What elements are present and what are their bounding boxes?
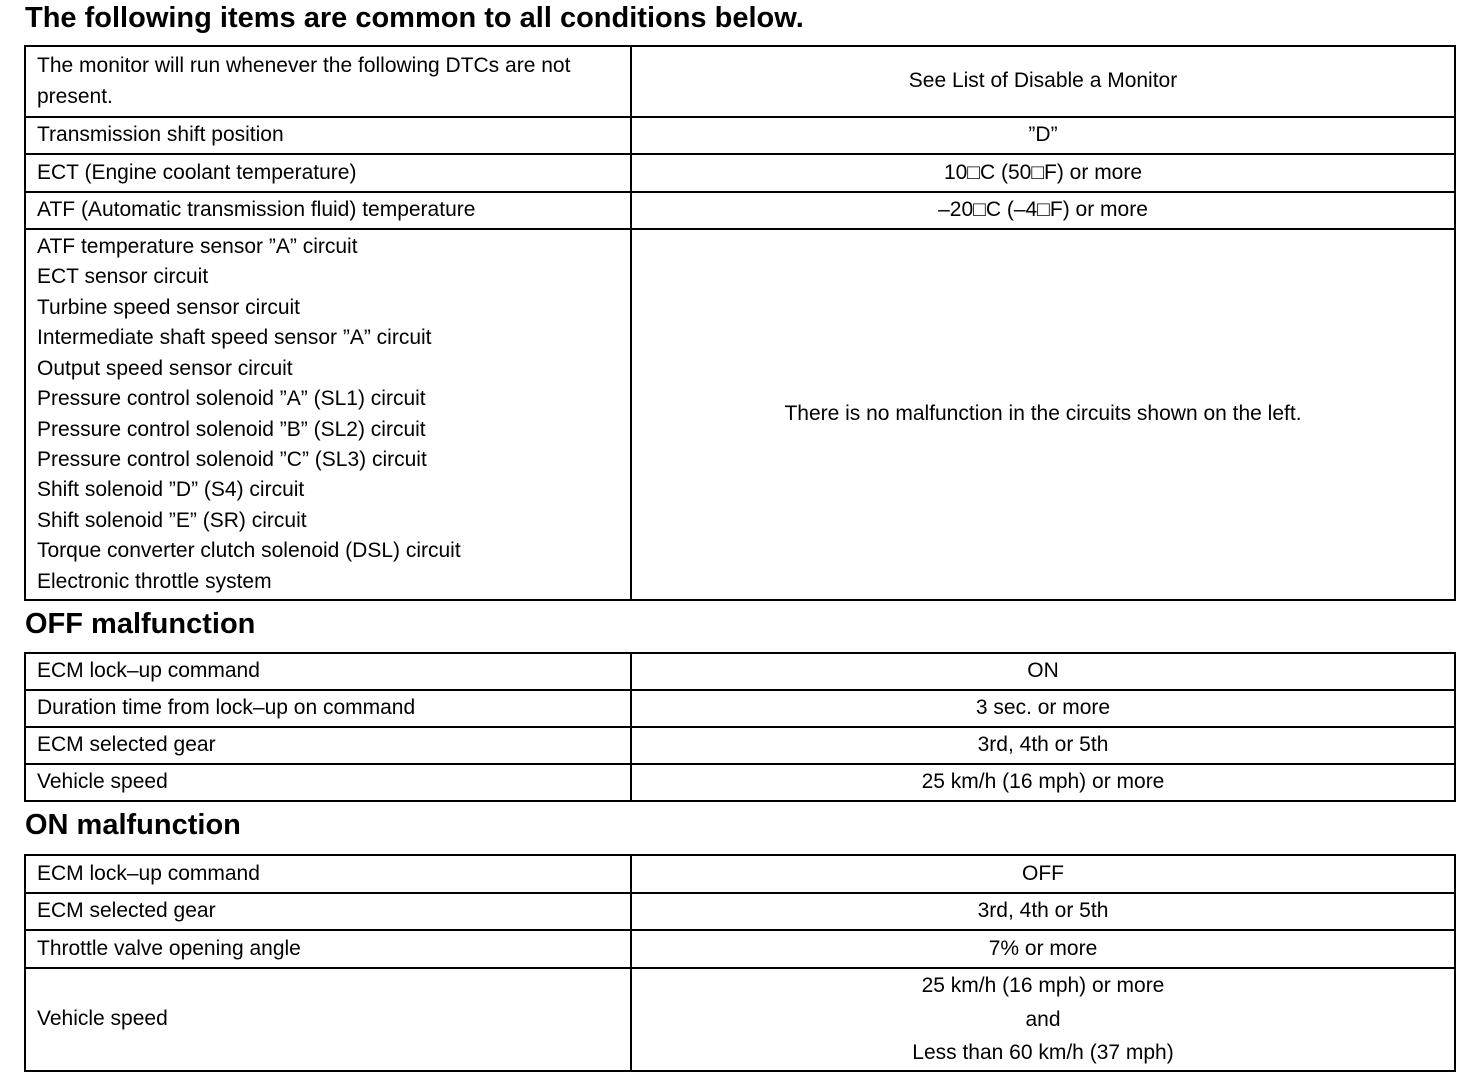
condition-value: See List of Disable a Monitor — [631, 46, 1455, 117]
table-row — [25, 229, 1455, 600]
list-item: ECT sensor circuit — [37, 265, 209, 289]
table-row — [25, 192, 1455, 229]
table-row — [25, 968, 1455, 1071]
condition-value: 10□C (50□F) or more — [631, 154, 1455, 192]
on-malfunction-heading: ON malfunction — [25, 809, 241, 841]
list-item: Torque converter clutch solenoid (DSL) circuit — [37, 539, 461, 563]
condition-label: The monitor will run whenever the following DTCs are not present. — [25, 46, 631, 117]
table-row — [25, 893, 1455, 930]
list-item: Shift solenoid ”E” (SR) circuit — [37, 508, 307, 532]
list-item: Turbine speed sensor circuit — [37, 295, 301, 319]
common-conditions-table — [24, 45, 1456, 601]
list-item: Electronic throttle system — [37, 569, 272, 593]
table-row — [25, 727, 1455, 764]
value-line: 25 km/h (16 mph) or more — [921, 974, 1165, 997]
list-item: Pressure control solenoid ”C” (SL3) circuit — [37, 447, 427, 471]
list-item: Pressure control solenoid ”A” (SL1) circuit — [37, 387, 426, 411]
condition-label: Vehicle speed — [25, 968, 631, 1071]
on-malfunction-table — [24, 854, 1456, 1072]
table-row — [25, 690, 1455, 727]
table-row — [25, 855, 1455, 893]
condition-label: ATF (Automatic transmission fluid) temperature — [25, 192, 631, 229]
condition-value: –20□C (–4□F) or more — [631, 192, 1455, 229]
condition-label: Throttle valve opening angle — [25, 930, 631, 968]
list-item: ATF temperature sensor ”A” circuit — [37, 235, 358, 259]
off-malfunction-table — [24, 652, 1456, 802]
table-row — [25, 653, 1455, 690]
value-line: and — [1025, 1007, 1061, 1031]
value-line: Less than 60 km/h (37 mph) — [912, 1041, 1174, 1064]
condition-label: Vehicle speed — [25, 764, 631, 801]
list-item: Shift solenoid ”D” (S4) circuit — [37, 478, 305, 502]
condition-value: ON — [631, 653, 1455, 690]
condition-value: 3rd, 4th or 5th — [631, 893, 1455, 930]
circuit-status-value: There is no malfunction in the circuits shown on the left. — [631, 229, 1455, 600]
circuit-list — [25, 229, 631, 600]
condition-label: Transmission shift position — [25, 117, 631, 154]
table-row — [25, 46, 1455, 117]
condition-label: ECM selected gear — [25, 893, 631, 930]
condition-label: Duration time from lock–up on command — [25, 690, 631, 727]
table-row — [25, 154, 1455, 192]
list-item: Pressure control solenoid ”B” (SL2) circuit — [37, 417, 426, 441]
condition-label: ECT (Engine coolant temperature) — [25, 154, 631, 192]
common-conditions-heading: The following items are common to all conditions below. — [25, 2, 804, 34]
condition-value: ”D” — [631, 117, 1455, 154]
condition-value: 3rd, 4th or 5th — [631, 727, 1455, 764]
condition-label: ECM lock–up command — [25, 855, 631, 893]
condition-value: 7% or more — [631, 930, 1455, 968]
condition-label: ECM selected gear — [25, 727, 631, 764]
table-row — [25, 930, 1455, 968]
vehicle-speed-value — [631, 968, 1455, 1071]
condition-value: 25 km/h (16 mph) or more — [631, 764, 1455, 801]
off-malfunction-heading: OFF malfunction — [25, 608, 256, 640]
condition-label: ECM lock–up command — [25, 653, 631, 690]
condition-value: 3 sec. or more — [631, 690, 1455, 727]
table-row — [25, 764, 1455, 801]
list-item: Intermediate shaft speed sensor ”A” circuit — [37, 326, 432, 350]
condition-value: OFF — [631, 855, 1455, 893]
table-row — [25, 117, 1455, 154]
list-item: Output speed sensor circuit — [37, 356, 293, 380]
